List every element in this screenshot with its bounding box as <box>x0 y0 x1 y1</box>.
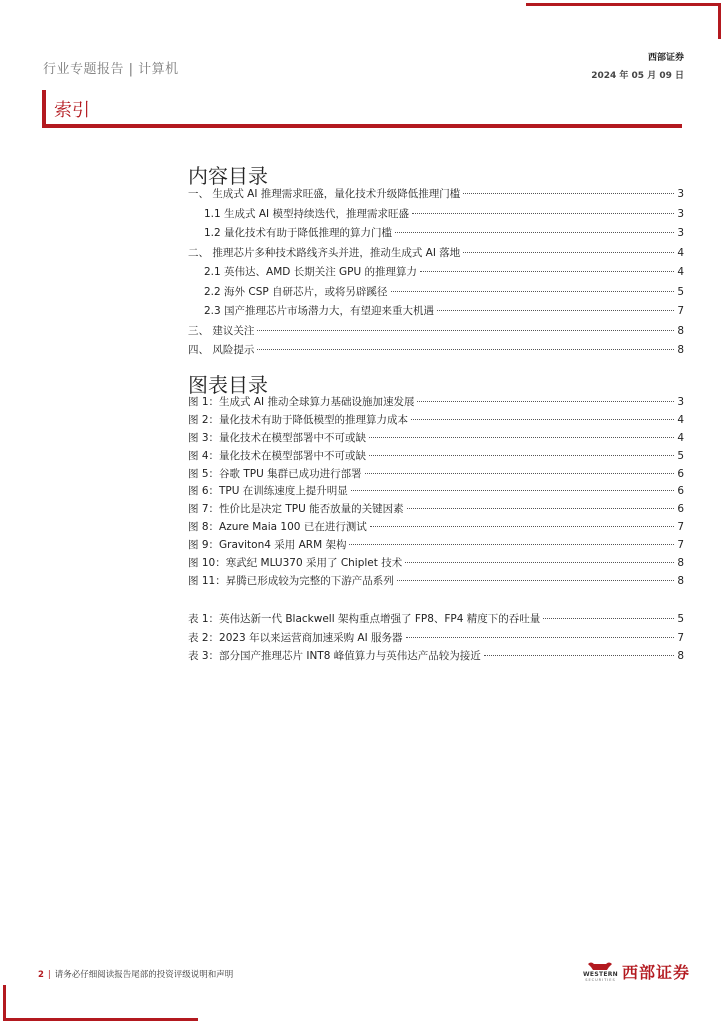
toc-entry-title: 三、 建议关注 <box>188 324 255 337</box>
toc-entry-page: 3 <box>677 188 684 200</box>
toc-entry-title: 图 4：量化技术在模型部署中不可或缺 <box>188 449 367 462</box>
toc-entry-page: 8 <box>677 557 684 570</box>
toc-entry-title: 图 2：量化技术有助于降低模型的推理算力成本 <box>188 413 409 426</box>
bull-icon <box>587 961 613 971</box>
toc-leader-dots <box>463 252 674 253</box>
toc-leader-dots <box>543 618 674 619</box>
toc-entry-page: 7 <box>677 305 684 317</box>
toc-entry[interactable] <box>188 519 684 537</box>
toc-entry-page: 8 <box>677 574 684 587</box>
toc-entry-page: 5 <box>677 449 684 462</box>
toc-entry-title: 一、 生成式 AI 推理需求旺盛，量化技术升级降低推理门槛 <box>188 188 461 200</box>
toc-leader-dots <box>463 193 674 194</box>
tables-list <box>188 611 684 667</box>
report-category: 行业专题报告 | 计算机 <box>43 62 179 77</box>
contents-list <box>188 186 684 362</box>
toc-entry-title: 表 1：英伟达新一代 Blackwell 架构重点增强了 FP8、FP4 精度下的吞吐量 <box>188 613 541 625</box>
toc-entry-page: 4 <box>677 246 684 259</box>
toc-leader-dots <box>397 580 675 581</box>
toc-entry-title: 1.1 生成式 AI 模型持续迭代，推理需求旺盛 <box>204 207 409 220</box>
logo-mark <box>583 961 618 982</box>
toc-entry-title: 四、 风险提示 <box>188 344 255 356</box>
toc-entry-title: 2.2 海外 CSP 自研芯片，或将另辟蹊径 <box>204 285 388 298</box>
toc-entry[interactable] <box>188 245 684 265</box>
toc-entry[interactable] <box>188 323 684 343</box>
toc-entry[interactable] <box>188 448 684 466</box>
toc-leader-dots <box>412 213 674 214</box>
bottom-left-corner-decoration <box>3 985 198 1021</box>
toc-entry-title: 表 2：2023 年以来运营商加速采购 AI 服务器 <box>188 631 403 644</box>
toc-entry-page: 5 <box>677 613 684 625</box>
toc-leader-dots <box>391 291 675 292</box>
toc-leader-dots <box>351 490 675 491</box>
toc-entry[interactable] <box>188 412 684 430</box>
toc-entry-page: 3 <box>677 396 684 408</box>
toc-leader-dots <box>411 419 674 420</box>
toc-entry[interactable] <box>188 342 684 362</box>
toc-entry-page: 8 <box>677 650 684 662</box>
toc-entry-title: 图 9：Graviton4 采用 ARM 架构 <box>188 539 347 552</box>
top-right-corner-decoration <box>526 3 721 39</box>
toc-entry-page: 7 <box>677 631 684 644</box>
toc-entry-title: 2.3 国产推理芯片市场潜力大，有望迎来重大机遇 <box>204 305 435 317</box>
toc-leader-dots <box>369 437 674 438</box>
toc-entry[interactable] <box>188 186 684 206</box>
company-logo <box>583 960 690 983</box>
toc-leader-dots <box>257 330 674 331</box>
toc-entry-page: 8 <box>677 324 684 337</box>
toc-entry-title: 2.1 英伟达、AMD 长期关注 GPU 的推理算力 <box>204 266 418 278</box>
toc-entry[interactable] <box>188 573 684 591</box>
footer-separator: | <box>47 970 51 980</box>
toc-entry-page: 6 <box>677 467 684 480</box>
footer <box>38 968 233 980</box>
toc-leader-dots <box>407 508 675 509</box>
toc-leader-dots <box>370 526 675 527</box>
toc-entry-page: 7 <box>677 539 684 552</box>
toc-entry-page: 5 <box>677 285 684 298</box>
toc-entry-page: 4 <box>677 413 684 426</box>
toc-leader-dots <box>406 637 675 638</box>
toc-entry[interactable] <box>188 630 684 649</box>
header-brand: 西部证券 <box>647 53 684 63</box>
toc-entry[interactable] <box>188 501 684 519</box>
toc-entry[interactable] <box>188 483 684 501</box>
index-divider <box>42 124 682 128</box>
toc-entry[interactable] <box>188 394 684 412</box>
toc-leader-dots <box>417 401 674 402</box>
toc-entry[interactable] <box>188 225 684 245</box>
toc-leader-dots <box>437 310 674 311</box>
report-date: 2024 年 05 月 09 日 <box>591 71 684 81</box>
toc-leader-dots <box>257 349 674 350</box>
figures-title: 图表目录 <box>188 373 268 397</box>
toc-entry-page: 6 <box>677 485 684 498</box>
toc-entry-title: 1.2 量化技术有助于降低推理的算力门槛 <box>204 227 393 239</box>
index-accent-bar <box>42 90 46 124</box>
toc-leader-dots <box>395 232 674 233</box>
header-brand-block <box>591 50 684 81</box>
toc-leader-dots <box>484 655 675 656</box>
toc-entry-page: 4 <box>677 266 684 278</box>
toc-leader-dots <box>349 544 674 545</box>
logo-english: WESTERN <box>583 971 618 978</box>
toc-entry[interactable] <box>188 466 684 484</box>
toc-entry-page: 6 <box>677 503 684 516</box>
toc-entry-title: 图 8：Azure Maia 100 已在进行测试 <box>188 521 367 534</box>
toc-leader-dots <box>365 473 675 474</box>
toc-entry[interactable] <box>188 303 684 323</box>
toc-entry-title: 图 10：寒武纪 MLU370 采用了 Chiplet 技术 <box>188 557 403 570</box>
toc-entry-page: 4 <box>677 431 684 444</box>
logo-chinese: 西部证券 <box>621 963 690 982</box>
footer-disclaimer: 请务必仔细阅读报告尾部的投资评级说明和声明 <box>54 970 234 980</box>
index-title: 索引 <box>54 100 90 121</box>
toc-entry[interactable] <box>188 430 684 448</box>
toc-entry[interactable] <box>188 555 684 573</box>
contents-title: 内容目录 <box>188 164 268 188</box>
figures-list <box>188 394 684 591</box>
toc-entry-title: 图 5：谷歌 TPU 集群已成功进行部署 <box>188 467 362 480</box>
toc-entry-title: 图 6：TPU 在训练速度上提升明显 <box>188 485 348 498</box>
toc-entry-title: 表 3：部分国产推理芯片 INT8 峰值算力与英伟达产品较为接近 <box>188 650 481 662</box>
toc-entry-title: 图 7：性价比是决定 TPU 能否放量的关键因素 <box>188 503 404 516</box>
toc-entry-page: 8 <box>677 344 684 356</box>
toc-entry-title: 二、 推理芯片多种技术路线齐头并进，推动生成式 AI 落地 <box>188 246 461 259</box>
toc-entry[interactable] <box>188 648 684 667</box>
toc-entry[interactable] <box>188 284 684 304</box>
toc-leader-dots <box>405 562 674 563</box>
toc-entry-page: 7 <box>677 521 684 534</box>
toc-entry-title: 图 1：生成式 AI 推动全球算力基础设施加速发展 <box>188 396 415 408</box>
page-number: 2 <box>38 970 44 980</box>
toc-entry[interactable] <box>188 537 684 555</box>
toc-entry-title: 图 3：量化技术在模型部署中不可或缺 <box>188 431 367 444</box>
toc-entry-title: 图 11：昇腾已形成较为完整的下游产品系列 <box>188 574 394 587</box>
logo-english-sub: SECURITIES <box>585 978 616 982</box>
toc-entry-page: 3 <box>677 207 684 220</box>
toc-leader-dots <box>369 455 674 456</box>
toc-leader-dots <box>420 271 674 272</box>
toc-entry-page: 3 <box>677 227 684 239</box>
toc-entry[interactable] <box>188 206 684 226</box>
toc-entry[interactable] <box>188 611 684 630</box>
toc-entry[interactable] <box>188 264 684 284</box>
